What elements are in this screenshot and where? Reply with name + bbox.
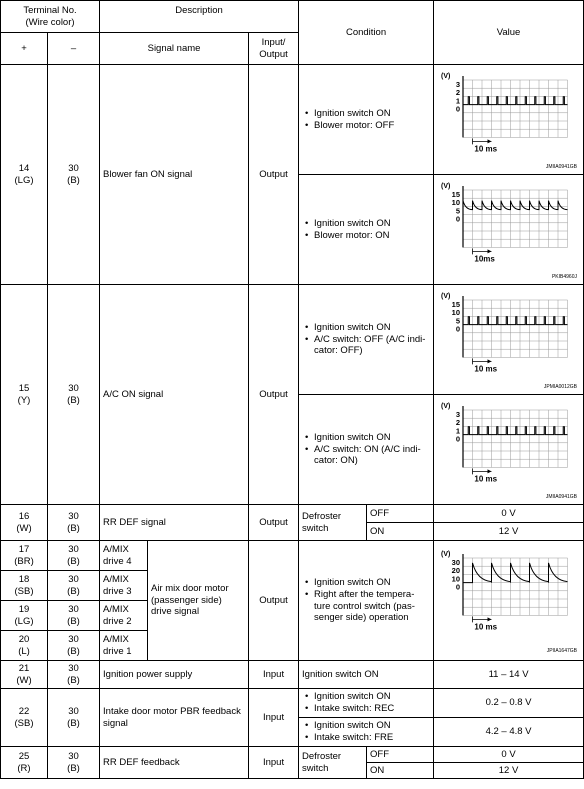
time-arrow (487, 249, 491, 253)
y-tick-label: 10 (451, 573, 460, 583)
terminal-plus: 17 (BR) (1, 541, 48, 571)
io-type: Output (249, 285, 299, 505)
condition-cell: • Ignition switch ON • Intake switch: REC (299, 689, 434, 718)
condition-cell: • Ignition switch ON • A/C switch: OFF (A/C indi- cator: OFF) (299, 285, 434, 395)
signal-name: A/MIX drive 4 (100, 541, 148, 571)
value-cell: 4.2 – 4.8 V (434, 718, 584, 747)
terminal-minus: 30 (B) (48, 601, 100, 631)
y-tick-label: 2 (455, 87, 460, 97)
terminal-minus: 30 (B) (48, 541, 100, 571)
terminal-plus: 22 (SB) (1, 689, 48, 747)
signal-name: A/MIX drive 1 (100, 631, 148, 661)
signal-name: A/C ON signal (100, 285, 249, 505)
y-tick-label: 0 (455, 582, 460, 592)
figure-code: JPMIA0012GB (543, 383, 577, 390)
signal-name: Ignition power supply (100, 661, 249, 689)
state-cell: OFF (367, 505, 434, 523)
condition-label: Defroster switch (299, 505, 367, 541)
figure-code: JMIIA0941GB (545, 493, 577, 500)
signal-name-header: Signal name (100, 33, 249, 65)
time-arrow (487, 139, 491, 143)
figure-code: JMIIA0941GB (545, 163, 577, 170)
time-scale-label: 10ms (473, 253, 495, 263)
signal-trace (463, 200, 568, 209)
value-waveform (434, 285, 584, 395)
y-tick-label: 0 (455, 214, 460, 224)
signal-name: RR DEF signal (100, 505, 249, 541)
unit-label: (V) (440, 402, 450, 410)
terminal-minus: 30 (B) (48, 505, 100, 541)
value-waveform (434, 395, 584, 505)
minus-header: – (48, 33, 100, 65)
y-tick-label: 5 (455, 205, 460, 215)
time-arrow (487, 469, 491, 473)
terminal-minus: 30 (B) (48, 661, 100, 689)
pulse-waveform-chart (439, 400, 579, 500)
terminal-minus: 30 (B) (48, 285, 100, 505)
y-tick-label: 2 (455, 417, 460, 427)
y-tick-label: 10 (451, 197, 460, 207)
pulse-waveform-chart (439, 70, 579, 170)
terminal-minus: 30 (B) (48, 747, 100, 779)
plus-header: + (1, 33, 48, 65)
figure-code: PKIB4960J (551, 273, 577, 280)
decay-waveform-chart (439, 180, 579, 280)
y-tick-label: 1 (455, 425, 460, 435)
io-type: Input (249, 661, 299, 689)
state-cell: ON (367, 523, 434, 541)
value-cell: 12 V (434, 763, 584, 779)
time-scale-label: 10 ms (473, 621, 497, 631)
terminal-plus: 25 (R) (1, 747, 48, 779)
terminal-no-header: Terminal No. (Wire color) (1, 1, 100, 33)
value-cell: 0 V (434, 505, 584, 523)
io-type: Output (249, 505, 299, 541)
condition-cell: • Ignition switch ON • Blower motor: OFF (299, 65, 434, 175)
y-tick-label: 0 (455, 434, 460, 444)
y-tick-label: 30 (451, 557, 460, 567)
decay-waveform-chart (439, 548, 579, 654)
y-tick-label: 0 (455, 324, 460, 334)
signal-trace (463, 96, 568, 104)
y-tick-label: 0 (455, 104, 460, 114)
terminal-plus: 15 (Y) (1, 285, 48, 505)
time-scale-label: 10 ms (473, 363, 497, 373)
value-waveform (434, 175, 584, 285)
pulse-waveform-chart (439, 290, 579, 390)
figure-code: JPIIA1647GB (546, 647, 577, 654)
condition-cell: • Ignition switch ON • Blower motor: ON (299, 175, 434, 285)
io-type: Output (249, 65, 299, 285)
y-tick-label: 3 (455, 409, 460, 419)
terminal-minus: 30 (B) (48, 65, 100, 285)
terminal-plus: 19 (LG) (1, 601, 48, 631)
io-type: Input (249, 689, 299, 747)
state-cell: OFF (367, 747, 434, 763)
time-arrow (487, 617, 491, 621)
state-cell: ON (367, 763, 434, 779)
signal-trace (463, 426, 568, 434)
value-cell: 0.2 – 0.8 V (434, 689, 584, 718)
condition-cell: Ignition switch ON (299, 661, 434, 689)
condition-header: Condition (299, 1, 434, 65)
value-header: Value (434, 1, 584, 65)
signal-trace (463, 316, 568, 324)
signal-name: RR DEF feedback (100, 747, 249, 779)
unit-label: (V) (440, 550, 450, 558)
value-cell: 11 – 14 V (434, 661, 584, 689)
unit-label: (V) (440, 72, 450, 80)
value-cell: 0 V (434, 747, 584, 763)
signal-name: A/MIX drive 2 (100, 601, 148, 631)
signal-trace (463, 562, 568, 582)
terminal-plus: 20 (L) (1, 631, 48, 661)
y-tick-label: 3 (455, 79, 460, 89)
terminal-plus: 16 (W) (1, 505, 48, 541)
terminal-minus: 30 (B) (48, 631, 100, 661)
time-scale-label: 10 ms (473, 143, 497, 153)
terminal-minus: 30 (B) (48, 571, 100, 601)
condition-label: Defroster switch (299, 747, 367, 779)
y-tick-label: 10 (451, 307, 460, 317)
y-tick-label: 20 (451, 565, 460, 575)
signal-name: Blower fan ON signal (100, 65, 249, 285)
time-arrow (487, 359, 491, 363)
terminal-plus: 21 (W) (1, 661, 48, 689)
time-scale-label: 10 ms (473, 473, 497, 483)
description-header: Description (100, 1, 299, 33)
terminal-minus: 30 (B) (48, 689, 100, 747)
y-tick-label: 5 (455, 315, 460, 325)
condition-cell: • Ignition switch ON • Right after the tempera- ture control switch (pas- senger side) operation (299, 541, 434, 661)
io-type: Input (249, 747, 299, 779)
signal-name: Intake door motor PBR feedback signal (100, 689, 249, 747)
y-tick-label: 1 (455, 95, 460, 105)
io-type: Output (249, 541, 299, 661)
condition-cell: • Ignition switch ON • A/C switch: ON (A/C indi- cator: ON) (299, 395, 434, 505)
signal-name: A/MIX drive 3 (100, 571, 148, 601)
y-tick-label: 15 (451, 189, 460, 199)
condition-cell: • Ignition switch ON • Intake switch: FRE (299, 718, 434, 747)
group-signal-name: Air mix door motor (passenger side) drive signal (148, 541, 249, 661)
value-waveform (434, 65, 584, 175)
io-header: Input/ Output (249, 33, 299, 65)
unit-label: (V) (440, 292, 450, 300)
terminal-plus: 14 (LG) (1, 65, 48, 285)
terminal-plus: 18 (SB) (1, 571, 48, 601)
y-tick-label: 15 (451, 299, 460, 309)
value-waveform (434, 541, 584, 661)
value-cell: 12 V (434, 523, 584, 541)
unit-label: (V) (440, 182, 450, 190)
